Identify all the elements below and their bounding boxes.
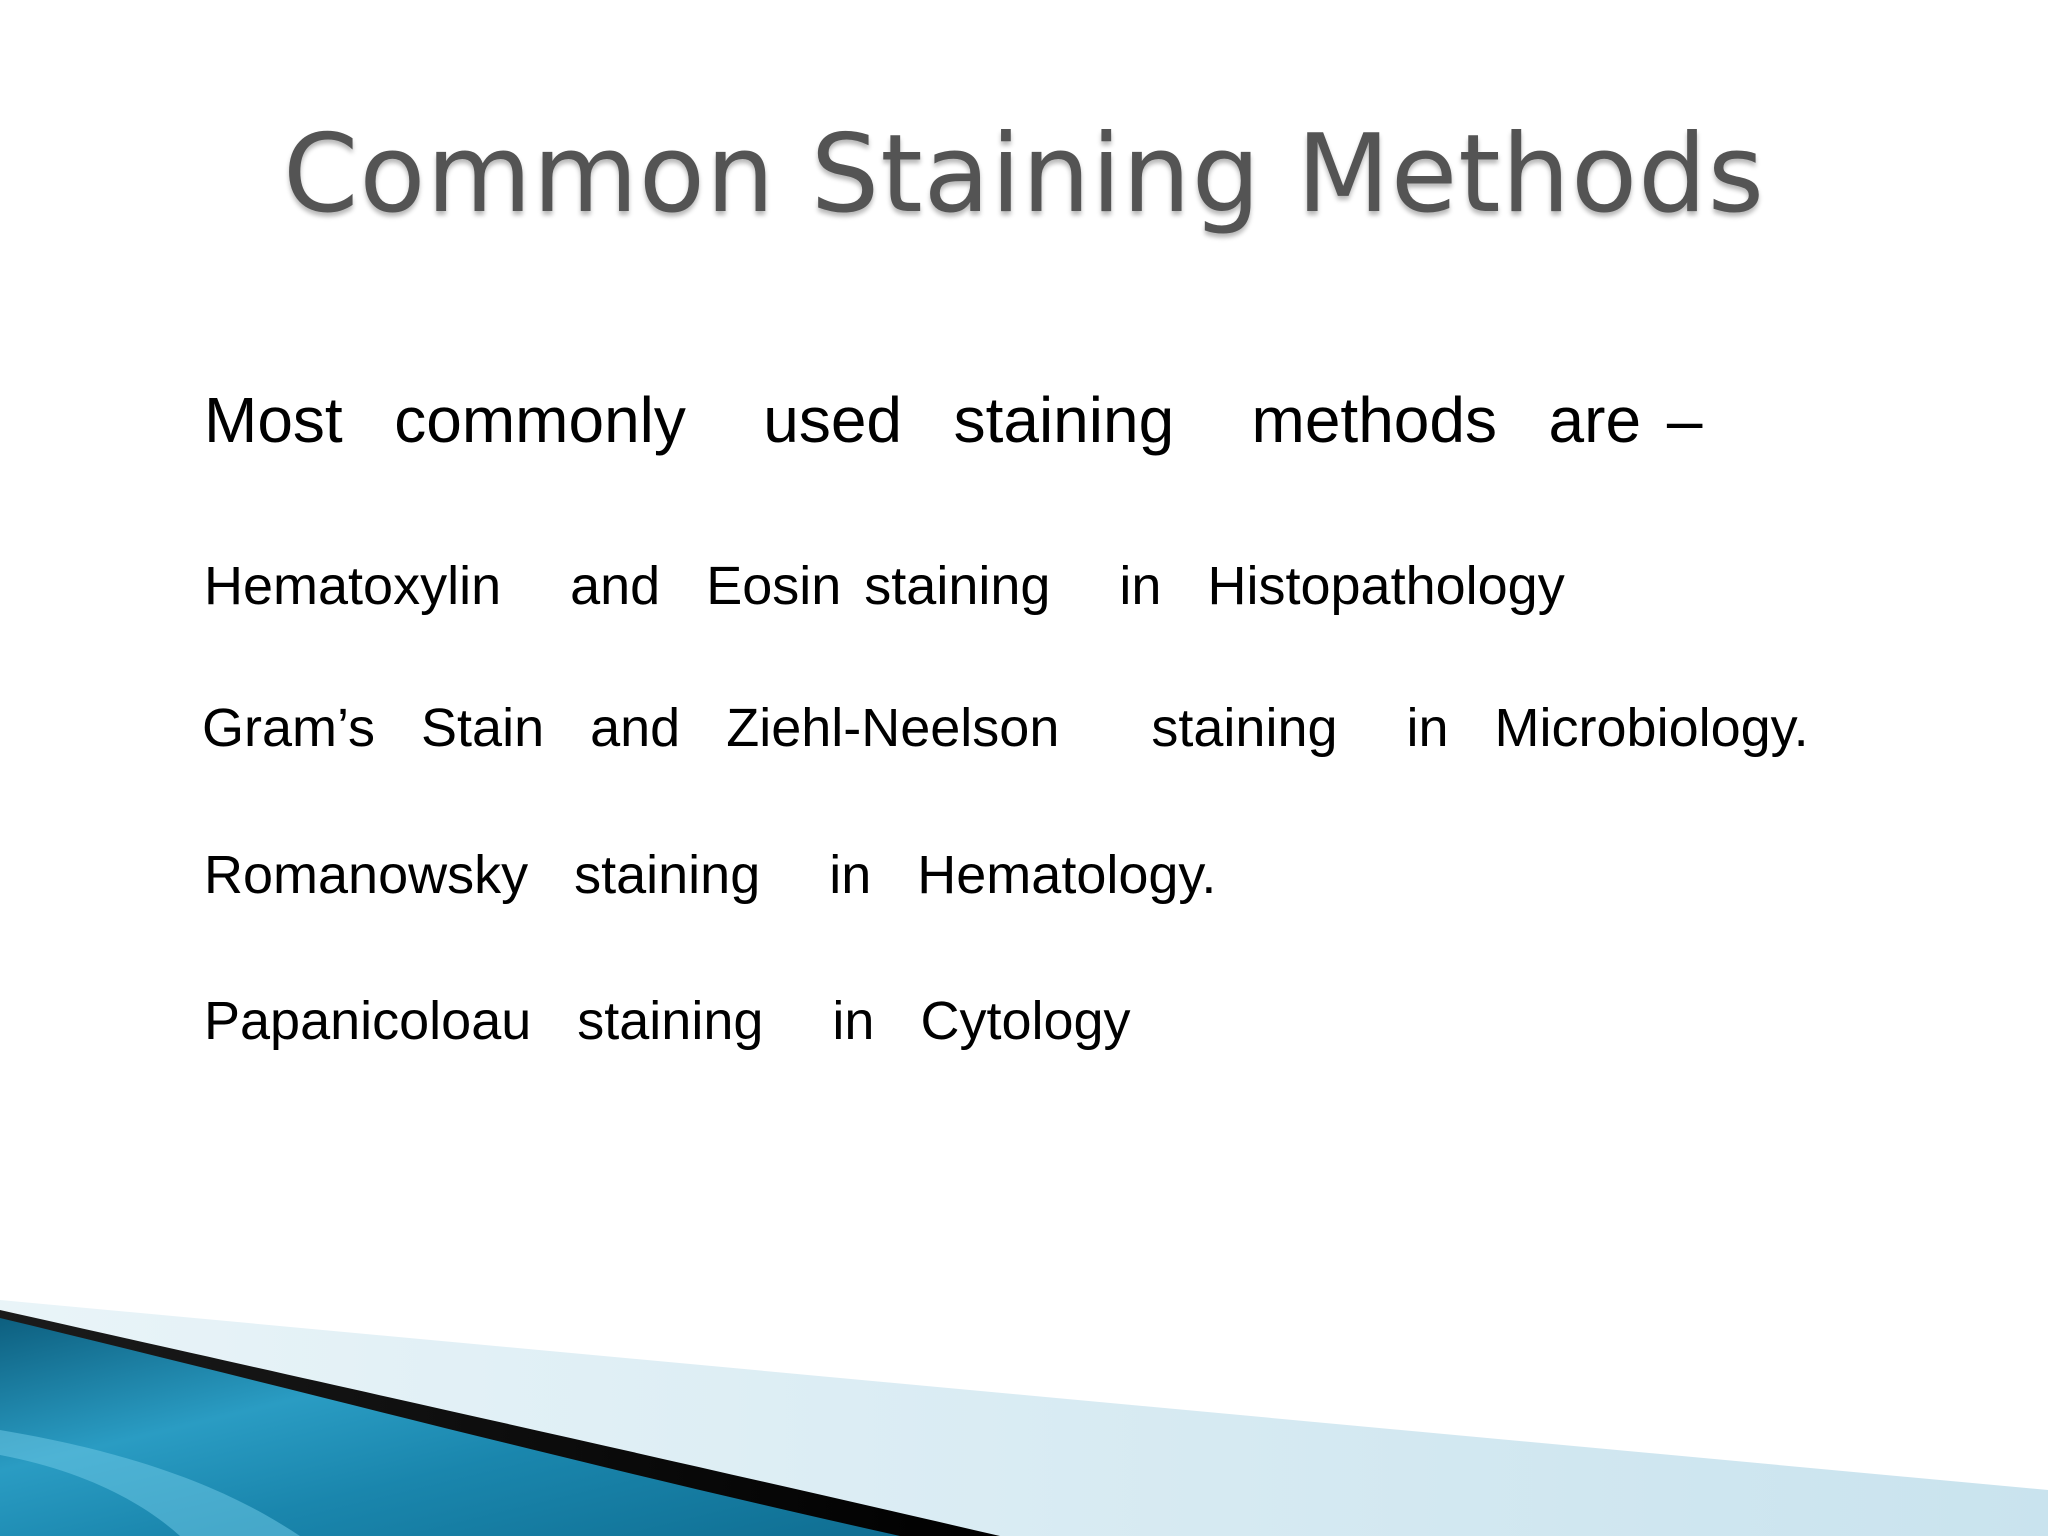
list-item: Gram’s Stain and Ziehl-Neelson staining in Microbiology. (202, 698, 1809, 758)
slide-title: Common Staining Methods (283, 112, 1765, 237)
list-item: Papanicoloau staining in Cytology (204, 991, 1131, 1051)
list-item: Romanowsky staining in Hematology. (204, 845, 1217, 905)
list-item: Hematoxylin and Eosin staining in Histopathology (204, 556, 1565, 616)
bottom-swoosh-decoration (0, 1280, 2048, 1536)
intro-line: Most commonly used staining methods are – (204, 384, 1703, 456)
